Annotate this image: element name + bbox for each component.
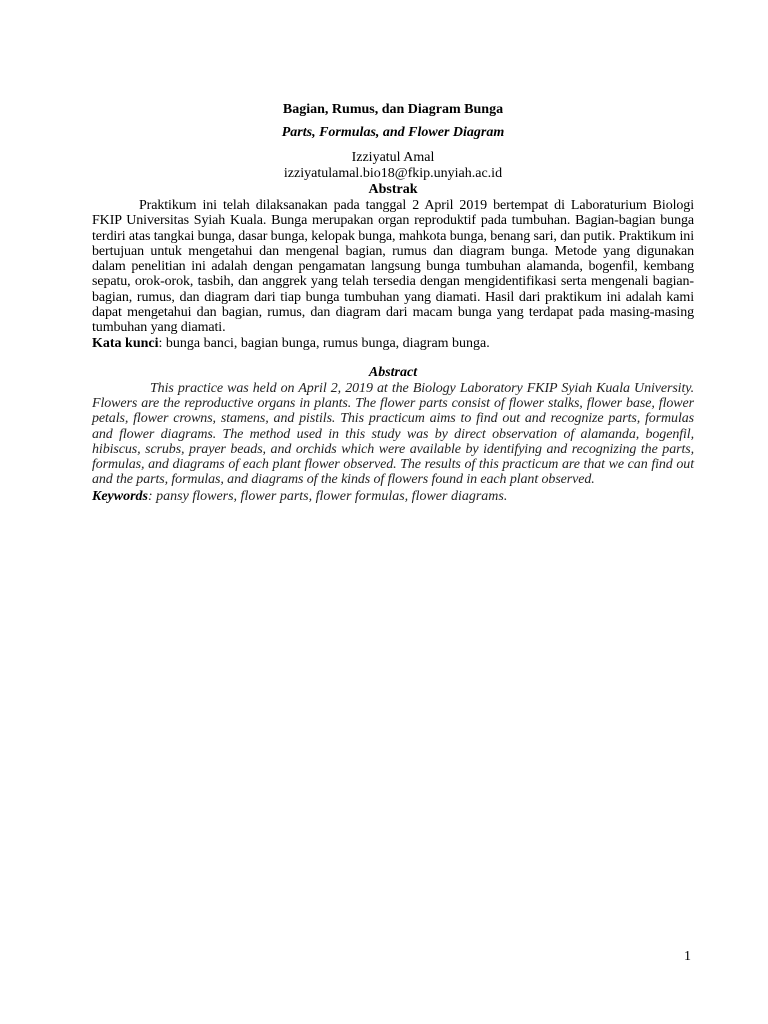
document-page bbox=[92, 101, 694, 504]
paper-title-english: Parts, Formulas, and Flower Diagram bbox=[281, 125, 505, 140]
paper-title: Bagian, Rumus, dan Diagram Bunga bbox=[282, 102, 504, 117]
abstract-keywords bbox=[92, 489, 694, 504]
abstrak-heading: Abstrak bbox=[368, 182, 418, 197]
abstrak-keywords bbox=[92, 336, 694, 351]
author-email: izziyatulamal.bio18@fkip.unyiah.ac.id bbox=[283, 166, 503, 181]
abstract-heading: Abstract bbox=[368, 364, 418, 380]
abstrak-keywords-text: : bunga banci, bagian bunga, rumus bunga, diagram bunga. bbox=[158, 335, 490, 351]
author-name: Izziyatul Amal bbox=[351, 150, 435, 165]
abstract-body: This practice was held on April 2, 2019 at the Biology Laboratory FKIP Syiah Kuala University. Flowers are the reproductive organs in plants. The flower parts consist of flower stalks, flower base, flower petals, flower crowns, stamens, and pistils. This practicum aims to find out and recognize parts, formulas and flower diagrams. The method used in this study was by direct observation of alamanda, bogenfil, hibiscus, scrubs, prayer beads, and orchids which were available by identifying and recognizing the parts, formulas, and diagrams of each plant flower observed. The results of this practicum are that we can find out and the parts, formulas, and diagrams of the kinds of flowers found in each plant observed. bbox=[92, 380, 694, 488]
abstrak-body: Praktikum ini telah dilaksanakan pada tanggal 2 April 2019 bertempat di Laboraturium Biologi FKIP Universitas Syiah Kuala. Bunga merupakan organ reproduktif pada tumbuhan. Bagian-bagian bunga terdiri atas tangkai bunga, dasar bunga, kelopak bunga, mahkota bunga, benang sari, dan putik. Praktikum ini bertujuan untuk mengetahui dan mengenal bagian, rumus dan diagram bunga. Metode yang digunakan dalam penelitian ini adalah dengan pengamatan langsung bunga tumbuhan alamanda, bogenfil, kembang sepatu, orok-orok, tasbih, dan anggrek yang telah tersedia dengan mengidentifikasi serta mengenali bagian-bagian, rumus, dan diagram dari tiap bunga tumbuhan yang diamati. Hasil dari praktikum ini adalah kami dapat mengetahui dan bagian, rumus, dan diagram dari macam bunga yang terdapat pada masing-masing tumbuhan yang diamati. bbox=[92, 198, 694, 336]
page-number: 1 bbox=[684, 949, 691, 964]
abstract-keywords-text: : pansy flowers, flower parts, flower formulas, flower diagrams. bbox=[148, 488, 508, 504]
abstract-keywords-label: Keywords bbox=[92, 488, 148, 504]
abstrak-keywords-label: Kata kunci bbox=[92, 335, 159, 351]
